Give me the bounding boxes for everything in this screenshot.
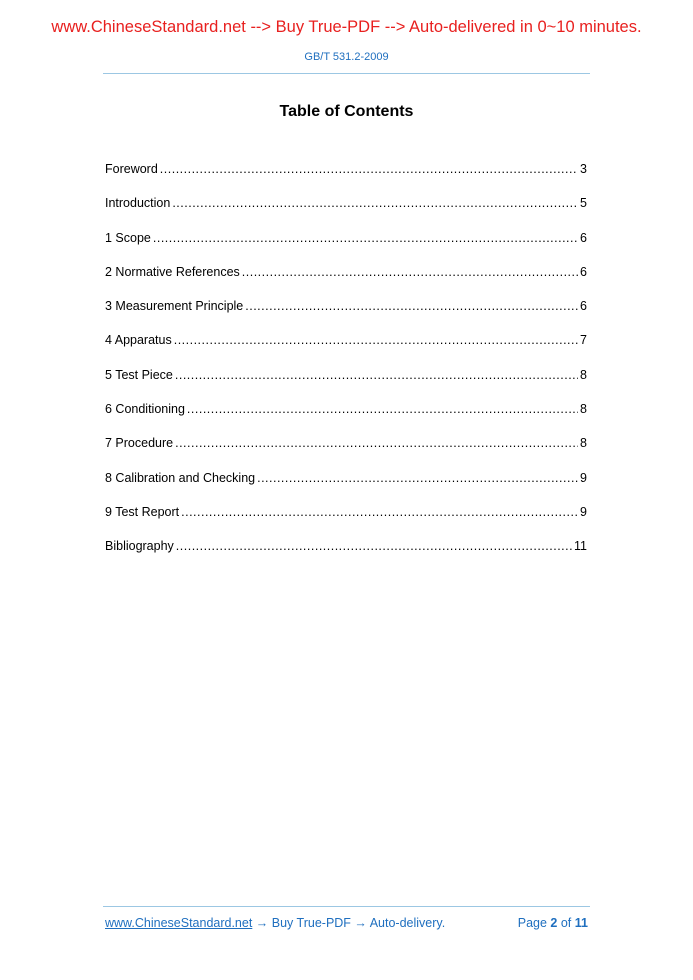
toc-entry-scope[interactable] <box>105 231 587 265</box>
toc-entry-label: 1 Scope <box>105 230 151 245</box>
toc-entry-test-piece[interactable] <box>105 368 587 402</box>
toc-entry-label: 8 Calibration and Checking <box>105 470 256 485</box>
footer-promo-tail: → Buy True-PDF → Auto-delivery. <box>252 916 446 930</box>
toc-title: Table of Contents <box>279 103 414 120</box>
toc-entry-label: 7 Procedure <box>105 436 174 451</box>
toc-entry-label: 3 Measurement Principle <box>105 299 244 314</box>
toc-entry-page: 11 <box>574 539 587 554</box>
toc-entry-label: 5 Test Piece <box>105 367 173 382</box>
toc-entry-measurement-principle[interactable] <box>105 299 587 333</box>
toc-entry-foreword[interactable] <box>105 162 587 196</box>
toc-entry-page: 6 <box>580 264 587 279</box>
toc-entry-page: 8 <box>580 367 587 382</box>
toc-dot-leader <box>181 505 578 519</box>
page-total: 11 <box>574 916 588 930</box>
toc-dot-leader <box>175 436 578 450</box>
toc-entry-procedure[interactable] <box>105 436 587 470</box>
toc-dot-leader <box>160 162 578 176</box>
toc-entry-label: 6 Conditioning <box>105 402 185 417</box>
toc-entry-conditioning[interactable] <box>105 402 587 436</box>
toc-entry-page: 5 <box>580 196 587 211</box>
toc-entry-bibliography[interactable] <box>105 539 587 573</box>
toc-entry-page: 3 <box>580 162 587 176</box>
toc-entry-page: 6 <box>580 299 587 314</box>
page-current: 2 <box>550 916 558 930</box>
footer-promo <box>105 916 445 930</box>
page-footer <box>105 916 588 930</box>
toc-entry-page: 9 <box>580 504 587 519</box>
toc-entry-label: 9 Test Report <box>105 504 180 519</box>
toc-entry-page: 9 <box>580 470 587 485</box>
toc-entry-label: Foreword <box>105 162 158 176</box>
page-word: Page <box>517 916 547 930</box>
toc-entry-calibration-and-checking[interactable] <box>105 471 587 505</box>
promo-banner: www.ChineseStandard.net --> Buy True-PDF --> Auto-delivered in 0~10 minutes. <box>51 18 642 36</box>
toc-entry-page: 6 <box>580 230 587 245</box>
toc-entry-label: 2 Normative References <box>105 264 240 279</box>
header-divider <box>103 73 590 74</box>
footer-site-link[interactable]: www.ChineseStandard.net <box>105 916 253 930</box>
toc-dot-leader <box>174 333 578 347</box>
footer-divider <box>103 906 590 907</box>
toc-entry-introduction[interactable] <box>105 196 587 230</box>
toc-dot-leader <box>153 231 578 245</box>
toc-dot-leader <box>242 265 578 279</box>
table-of-contents <box>105 162 587 574</box>
toc-entry-label: 4 Apparatus <box>105 333 172 348</box>
toc-dot-leader <box>172 196 578 210</box>
toc-entry-page: 7 <box>580 333 587 348</box>
toc-dot-leader <box>187 402 578 416</box>
toc-dot-leader <box>175 368 578 382</box>
toc-entry-label: Introduction <box>105 196 171 211</box>
page-indicator <box>518 916 588 930</box>
of-word: of <box>560 916 572 930</box>
toc-entry-normative-references[interactable] <box>105 265 587 299</box>
toc-entry-page: 8 <box>580 436 587 451</box>
toc-dot-leader <box>257 471 578 485</box>
toc-dot-leader <box>245 299 578 313</box>
toc-entry-test-report[interactable] <box>105 505 587 539</box>
toc-entry-label: Bibliography <box>105 539 174 554</box>
toc-entry-apparatus[interactable] <box>105 333 587 367</box>
document-code: GB/T 531.2-2009 <box>304 51 389 63</box>
toc-dot-leader <box>176 539 572 553</box>
toc-entry-page: 8 <box>580 402 587 417</box>
